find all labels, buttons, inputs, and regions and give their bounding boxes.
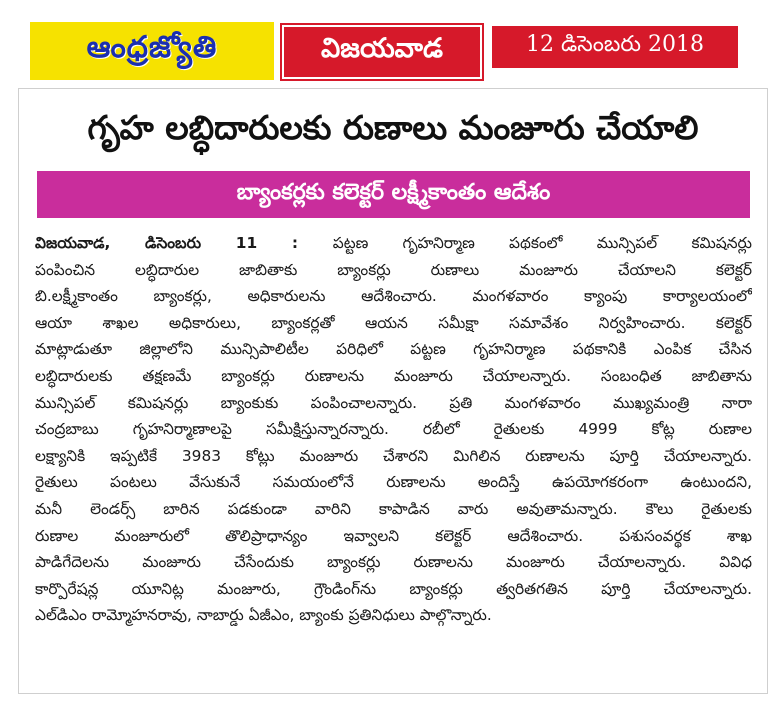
body-line: చంద్రబాబు గృహనిర్మాణాలపై సమీక్షిస్తున్నారన్నారు. రబీలో రైతులకు 4999 కోట్ల రుణాల bbox=[35, 420, 752, 439]
masthead bbox=[0, 0, 775, 86]
dateline: విజయవాడ, డిసెంబరు 11 : bbox=[35, 234, 333, 252]
body-line: రైతులు పంటలు వేసుకునే సమయంలోనే రుణాలను అందిస్తే ఉపయోగకరంగా ఉంటుందని, bbox=[35, 473, 752, 492]
body-line: మున్సిపల్ కమిషనర్లు బ్యాంకుకు పంపించాలన్నారు. ప్రతి మంగళవారం ముఖ్యమంత్రి నారా bbox=[35, 393, 752, 412]
headline: గృహ లబ్ధిదారులకు రుణాలు మంజూరు చేయాలి bbox=[87, 107, 699, 147]
body-line: ఎల్‌డిఎం రామ్మోహనరావు, నాబార్డు ఏజీఎం, బ్యాంకు ప్రతినిధులు పాల్గొన్నారు. bbox=[35, 606, 492, 625]
body-line bbox=[35, 230, 752, 257]
body-line: పంపించిన లబ్ధిదారుల జాబితాకు బ్యాంకర్లు రుణాలు మంజూరు చేయాలని కలెక్టర్ bbox=[35, 260, 752, 279]
body-line: ఆయా శాఖల అధికారులు, బ్యాంకర్లతో ఆయన సమీక్షా సమావేశం నిర్వహించారు. కలెక్టర్ bbox=[35, 313, 752, 332]
edition-city: విజయవాడ bbox=[282, 25, 482, 79]
edition-date: 12 డిసెంబరు 2018 bbox=[492, 26, 738, 68]
article bbox=[18, 88, 768, 694]
body-line: మనీ లెండర్స్ బారిన పడకుండా వారిని కాపాడిన వారు అవుతామన్నారు. కౌలు రైతులకు bbox=[35, 499, 752, 518]
body-line: మాట్లాడుతూ జిల్లాలోని మున్సిపాలిటీల పరిధిలో పట్టణ గృహనిర్మాణ పథకానికి ఎంపిక చేసిన bbox=[35, 340, 752, 359]
subheadline: బ్యాంకర్లకు కలెక్టర్ లక్ష్మీకాంతం ఆదేశం bbox=[37, 171, 750, 218]
body-line: లబ్ధిదారులకు తక్షణమే బ్యాంకర్లు రుణాలను మంజూరు చేయాలన్నారు. సంబంధిత జాబితాను bbox=[35, 366, 752, 385]
newspaper-logo: ఆంధ్రజ్యోతి bbox=[30, 22, 274, 80]
body-line: లక్ష్యానికి ఇప్పటికే 3983 కోట్లు మంజూరు చేశారని మిగిలిన రుణాలను పూర్తి చేయాలన్నారు. bbox=[35, 446, 752, 465]
body-line: రుణాల మంజూరులో తొలిప్రాధాన్యం ఇవ్వాలని కలెక్టర్ ఆదేశించారు. పశుసంవర్థక శాఖ bbox=[35, 526, 752, 545]
body-line: పాడిగేదెలను మంజూరు చేసేందుకు బ్యాంకర్లు రుణాలను మంజూరు చేయాలన్నారు. వివిధ bbox=[35, 553, 752, 572]
body-line: బి.లక్ష్మీకాంతం బ్యాంకర్లు, అధికారులను ఆదేశించారు. మంగళవారం క్యాంపు కార్యాలయంలో bbox=[35, 287, 752, 306]
body-line: కార్పొరేషన్ల యూనిట్ల మంజూరు, గ్రౌండింగ్‌ను బ్యాంకర్లు త్వరితగతిన పూర్తి చేయాలన్నారు. bbox=[35, 579, 752, 598]
article-body bbox=[35, 230, 752, 629]
body-line-text: పట్టణ గృహనిర్మాణ పథకంలో మున్సిపల్ కమిషనర్లు bbox=[332, 234, 752, 252]
